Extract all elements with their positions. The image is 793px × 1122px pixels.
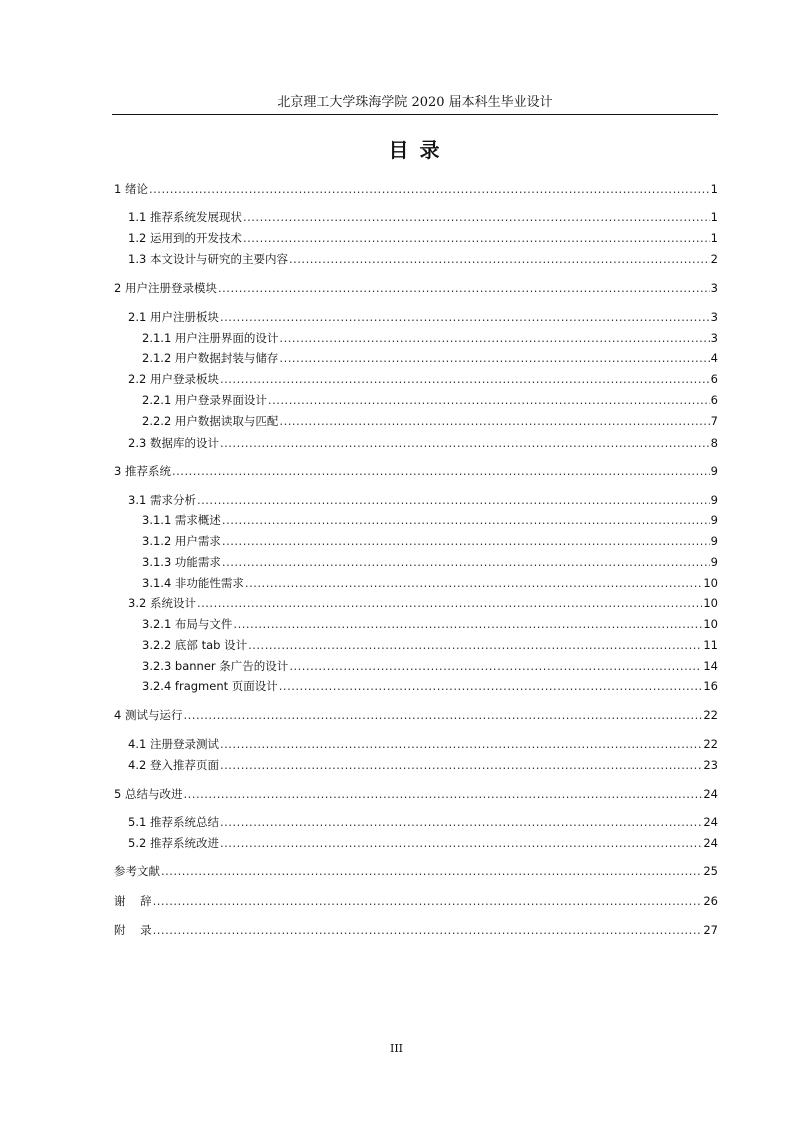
- toc-entry-page: 25: [703, 864, 718, 878]
- toc-leader-dots: [279, 677, 703, 695]
- toc-leader-dots: [289, 250, 710, 268]
- toc-entry-label: 1.3 本文设计与研究的主要内容: [128, 252, 288, 266]
- toc-leader-dots: [279, 412, 709, 430]
- toc-entry[interactable]: [142, 657, 718, 675]
- toc-entry[interactable]: [114, 862, 718, 880]
- toc-entry-page: 6: [710, 393, 718, 407]
- toc-entry-label: 3 推荐系统: [114, 464, 171, 478]
- toc-title: 目 录: [388, 138, 442, 162]
- toc-entry-page: 26: [703, 894, 718, 908]
- toc-leader-dots: [172, 462, 710, 480]
- toc-entry-page: 2: [710, 252, 718, 266]
- toc-entry-label: 3.2.3 banner 条广告的设计: [142, 659, 289, 673]
- toc-entry-label: 2.1 用户注册板块: [128, 310, 219, 324]
- toc-entry[interactable]: [142, 412, 718, 430]
- toc-entry[interactable]: [128, 370, 718, 388]
- toc-entry-label: 3.1 需求分析: [128, 493, 196, 507]
- toc-entry-page: 14: [703, 659, 718, 673]
- toc-entry[interactable]: [142, 329, 718, 347]
- toc-entry-label: 3.1.1 需求概述: [142, 513, 221, 527]
- toc-entry-label: 1.1 推荐系统发展现状: [128, 210, 242, 224]
- toc-entry[interactable]: [128, 229, 718, 247]
- toc-leader-dots: [153, 921, 703, 939]
- toc-leader-dots: [279, 329, 709, 347]
- toc-leader-dots: [233, 615, 702, 633]
- toc-leader-dots: [222, 511, 710, 529]
- toc-entry-label: 1.2 运用到的开发技术: [128, 231, 242, 245]
- toc-entry-page: 3: [710, 310, 718, 324]
- toc-entry-page: 3: [710, 331, 718, 345]
- toc-entry-label: 2.2.1 用户登录界面设计: [142, 393, 267, 407]
- toc-entry-label: 谢 辞: [114, 894, 152, 908]
- toc-entry[interactable]: [128, 735, 718, 753]
- toc-entry[interactable]: [142, 511, 718, 529]
- toc-entry-page: 7: [710, 414, 718, 428]
- toc-entry-label: 2.2.2 用户数据读取与匹配: [142, 414, 279, 428]
- toc-entry[interactable]: [114, 921, 718, 939]
- toc-entry-page: 11: [703, 638, 718, 652]
- toc-entry-label: 3.2.2 底部 tab 设计: [142, 638, 248, 652]
- toc-entry[interactable]: [114, 180, 718, 198]
- toc-leader-dots: [289, 657, 702, 675]
- toc-leader-dots: [161, 862, 702, 880]
- toc-entry-page: 9: [710, 513, 718, 527]
- toc-entry[interactable]: [142, 391, 718, 409]
- toc-entry[interactable]: [114, 706, 718, 724]
- toc-entry-label: 4.1 注册登录测试: [128, 737, 219, 751]
- header-rule: [112, 114, 718, 115]
- toc-entry-label: 3.2.4 fragment 页面设计: [142, 679, 278, 693]
- toc-leader-dots: [197, 594, 702, 612]
- toc-entry-label: 3.2 系统设计: [128, 596, 196, 610]
- toc-entry-label: 5 总结与改进: [114, 787, 183, 801]
- toc-entry-label: 4 测试与运行: [114, 708, 183, 722]
- toc-entry-page: 9: [710, 534, 718, 548]
- toc-leader-dots: [220, 308, 710, 326]
- toc-entry-page: 10: [703, 576, 718, 590]
- toc-leader-dots: [197, 491, 710, 509]
- toc-entry-page: 1: [710, 182, 718, 196]
- toc-entry[interactable]: [128, 756, 718, 774]
- toc-entry-page: 24: [703, 836, 718, 850]
- toc-entry-page: 24: [703, 815, 718, 829]
- toc-leader-dots: [153, 892, 703, 910]
- toc-entry[interactable]: [142, 532, 718, 550]
- toc-entry-page: 10: [703, 596, 718, 610]
- toc-entry[interactable]: [142, 574, 718, 592]
- toc-entry-label: 附 录: [114, 923, 152, 937]
- toc-leader-dots: [220, 434, 710, 452]
- toc-leader-dots: [149, 180, 710, 198]
- toc-leader-dots: [218, 279, 710, 297]
- toc-entry-page: 1: [710, 210, 718, 224]
- toc-entry-label: 2 用户注册登录模块: [114, 281, 217, 295]
- toc-entry[interactable]: [128, 834, 718, 852]
- toc-entry-label: 5.1 推荐系统总结: [128, 815, 219, 829]
- toc-leader-dots: [183, 785, 702, 803]
- toc-entry[interactable]: [128, 434, 718, 452]
- toc-entry[interactable]: [114, 279, 718, 297]
- toc-leader-dots: [243, 208, 710, 226]
- toc-entry-label: 参考文献: [114, 864, 160, 878]
- toc-entry[interactable]: [128, 594, 718, 612]
- toc-entry[interactable]: [128, 491, 718, 509]
- toc-entry[interactable]: [128, 308, 718, 326]
- toc-entry-page: 27: [703, 923, 718, 937]
- toc-entry[interactable]: [142, 636, 718, 654]
- toc-entry-page: 10: [703, 617, 718, 631]
- toc-entry-label: 2.1.2 用户数据封装与储存: [142, 351, 279, 365]
- toc-entry[interactable]: [142, 615, 718, 633]
- toc-entry-page: 9: [710, 493, 718, 507]
- toc-entry-page: 16: [703, 679, 718, 693]
- toc-leader-dots: [220, 834, 702, 852]
- toc-entry-page: 23: [703, 758, 718, 772]
- toc-leader-dots: [245, 574, 702, 592]
- toc-entry-label: 2.2 用户登录板块: [128, 372, 219, 386]
- toc-entry[interactable]: [142, 677, 718, 695]
- toc-leader-dots: [220, 813, 702, 831]
- toc-entry-page: 24: [703, 787, 718, 801]
- toc-entry[interactable]: [142, 553, 718, 571]
- toc-entry-page: 6: [710, 372, 718, 386]
- toc-entry-label: 3.1.2 用户需求: [142, 534, 221, 548]
- toc-leader-dots: [268, 391, 710, 409]
- toc-leader-dots: [222, 532, 710, 550]
- toc-entry[interactable]: [142, 349, 718, 367]
- toc-leader-dots: [220, 735, 702, 753]
- toc-leader-dots: [222, 553, 710, 571]
- toc-entry-label: 4.2 登入推荐页面: [128, 758, 219, 772]
- toc-entry[interactable]: [114, 462, 718, 480]
- toc-entry-page: 22: [703, 737, 718, 751]
- toc-entry[interactable]: [128, 208, 718, 226]
- toc-entry-label: 2.3 数据库的设计: [128, 436, 219, 450]
- toc-entry-page: 22: [703, 708, 718, 722]
- toc-entry-label: 3.1.3 功能需求: [142, 555, 221, 569]
- toc-leader-dots: [183, 706, 702, 724]
- toc-entry-page: 9: [710, 555, 718, 569]
- toc-entry-page: 1: [710, 231, 718, 245]
- running-header: 北京理工大学珠海学院 2020 届本科生毕业设计: [277, 95, 553, 110]
- toc-leader-dots: [279, 349, 709, 367]
- toc-entry-label: 2.1.1 用户注册界面的设计: [142, 331, 279, 345]
- toc-entry-label: 5.2 推荐系统改进: [128, 836, 219, 850]
- toc-entry-label: 3.1.4 非功能性需求: [142, 576, 244, 590]
- toc-entry[interactable]: [128, 250, 718, 268]
- toc-entry-label: 3.2.1 布局与文件: [142, 617, 233, 631]
- toc-entry-page: 8: [710, 436, 718, 450]
- toc-entry[interactable]: [114, 785, 718, 803]
- toc-entry-label: 1 绪论: [114, 182, 148, 196]
- toc-leader-dots: [220, 370, 710, 388]
- toc-leader-dots: [220, 756, 702, 774]
- toc-entry[interactable]: [114, 892, 718, 910]
- toc-entry-page: 4: [710, 351, 718, 365]
- toc-entry-page: 3: [710, 281, 718, 295]
- toc-entry[interactable]: [128, 813, 718, 831]
- toc-entry-page: 9: [710, 464, 718, 478]
- page-number: III: [389, 1042, 404, 1055]
- toc-leader-dots: [243, 229, 710, 247]
- toc-leader-dots: [248, 636, 702, 654]
